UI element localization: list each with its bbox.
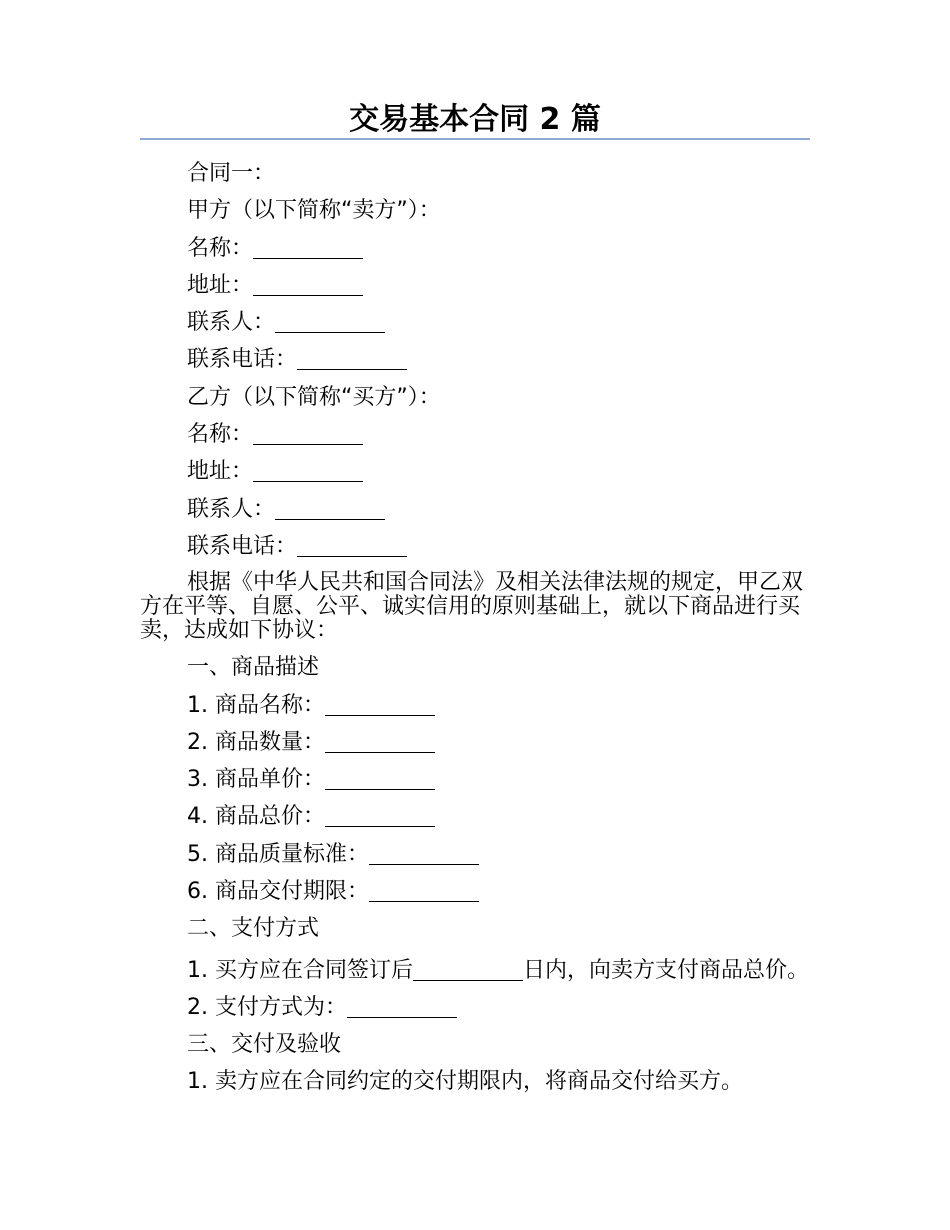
blank-input-line xyxy=(325,689,435,716)
text-line: 甲方（以下简称“卖方”）： xyxy=(187,198,441,224)
form-field xyxy=(140,873,810,910)
field-label: 联系人： xyxy=(187,496,276,522)
form-field xyxy=(140,416,810,453)
form-field xyxy=(140,341,810,378)
field-label: 5. 商品质量标准： xyxy=(187,841,369,867)
field-label: 4. 商品总价： xyxy=(187,804,325,830)
field-label: 1. 商品名称： xyxy=(187,692,325,718)
document-title: 交易基本合同 2 篇 xyxy=(140,100,810,140)
blank-input-line xyxy=(253,269,363,296)
paragraph: 根据《中华人民共和国合同法》及相关法律法规的规定，甲乙双方在平等、自愿、公平、诚实信用的原则基础上，就以下商品进行买卖，达成如下协议： xyxy=(140,570,804,644)
blank-input-line xyxy=(369,838,479,865)
form-field xyxy=(140,989,810,1026)
text-line: 合同一： xyxy=(187,161,276,186)
blank-input-line xyxy=(253,455,363,482)
text-line: 乙方（以下简称“买方”）： xyxy=(187,384,441,410)
form-field xyxy=(140,267,810,304)
form-field xyxy=(140,491,810,528)
field-label: 名称： xyxy=(187,235,254,261)
blank-input-line xyxy=(325,726,435,753)
blank-input-line xyxy=(413,954,523,981)
form-field xyxy=(140,230,810,267)
field-label: 联系电话： xyxy=(187,533,298,559)
paragraph-text-after: 日内，向卖方支付商品总价。 xyxy=(522,957,809,983)
field-label: 名称： xyxy=(187,422,254,448)
paragraph-with-blank xyxy=(140,948,810,989)
blank-input-line xyxy=(347,991,457,1018)
text-line: 一、商品描述 xyxy=(187,655,320,681)
form-field xyxy=(140,453,810,490)
field-label: 6. 商品交付期限： xyxy=(187,879,369,905)
field-label: 3. 商品单价： xyxy=(187,767,325,793)
field-label: 联系电话： xyxy=(187,347,298,373)
blank-input-line xyxy=(275,493,385,520)
field-label: 2. 支付方式为： xyxy=(187,994,347,1020)
blank-input-line xyxy=(325,763,435,790)
text-line: 三、交付及验收 xyxy=(187,1031,342,1057)
form-field xyxy=(140,528,810,565)
blank-input-line xyxy=(297,343,407,370)
text-line: 1. 卖方应在合同约定的交付期限内，将商品交付给买方。 xyxy=(187,1069,743,1095)
document-body xyxy=(140,155,810,1101)
paragraph-text-before: 1. 买方应在合同签订后 xyxy=(187,957,413,983)
field-label: 联系人： xyxy=(187,310,276,336)
form-field xyxy=(140,724,810,761)
blank-input-line xyxy=(297,530,407,557)
field-label: 地址： xyxy=(187,272,254,298)
blank-input-line xyxy=(253,418,363,445)
form-field xyxy=(140,836,810,873)
text-line: 二、支付方式 xyxy=(187,916,320,942)
form-field xyxy=(140,304,810,341)
field-label: 地址： xyxy=(187,459,254,485)
blank-input-line xyxy=(369,875,479,902)
form-field xyxy=(140,798,810,835)
form-field xyxy=(140,761,810,798)
blank-input-line xyxy=(325,800,435,827)
field-label: 2. 商品数量： xyxy=(187,729,325,755)
blank-input-line xyxy=(253,232,363,259)
blank-input-line xyxy=(275,306,385,333)
form-field xyxy=(140,687,810,724)
